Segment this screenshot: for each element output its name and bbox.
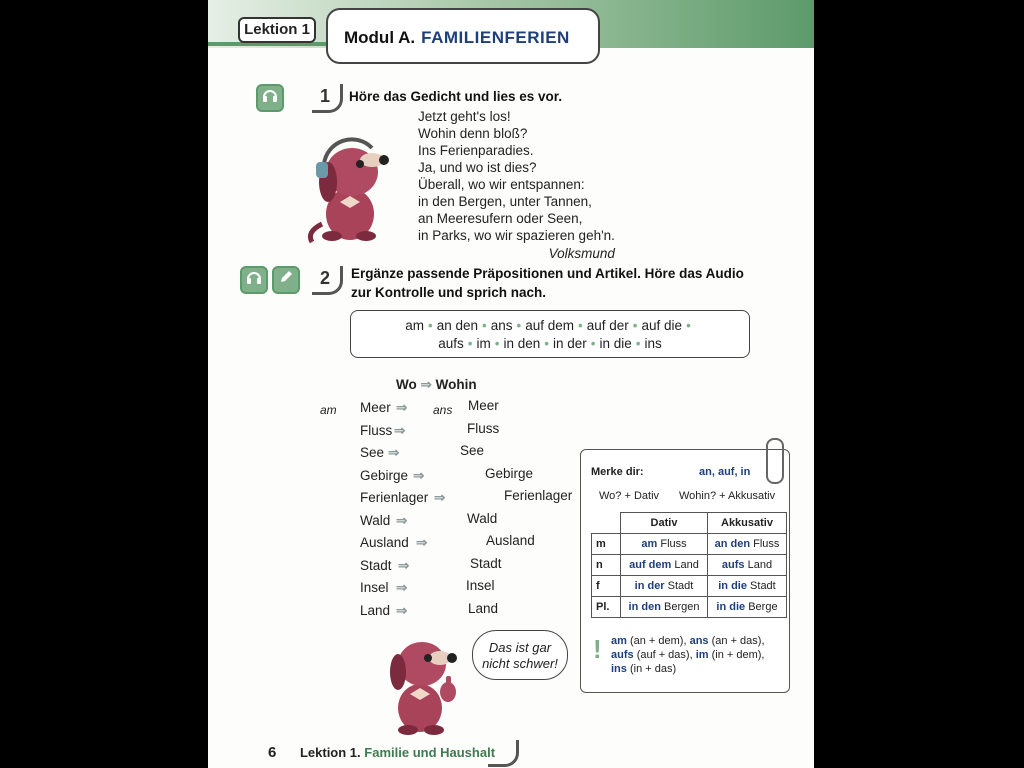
separator-dot: • [635,336,641,351]
word-chip: am [405,318,424,333]
task2-instruction-line2: zur Kontrolle und sprich nach. [351,285,547,300]
task2-instruction-line1: Ergänze passende Präpositionen und Artikel. Höre das Audio [351,266,744,281]
wo-noun: Meer [360,400,391,415]
wo-noun: Stadt [360,557,392,573]
contractions-note: am (an + dem), ans (an + das), aufs (auf + das), im (in + dem), ins (in + das) [611,635,765,675]
word-bank-line2 [351,335,749,353]
separator-dot: • [544,336,549,351]
arrow-icon: ⇒ [413,467,425,483]
dog-thumbs-up-illustration [376,632,466,736]
task1-number: 1 [320,86,331,106]
separator-dot: • [590,336,596,351]
grammar-table [591,512,787,618]
speech-bubble [472,630,568,680]
arrow-icon: ⇒ [396,580,408,595]
headphones-icon[interactable] [256,84,284,112]
table-row [592,534,787,555]
dativ-cell: in den Bergen [621,597,708,618]
modul-theme: FAMILIENFERIEN [421,28,570,47]
poem [418,108,615,262]
poem-line: in den Bergen, unter Tannen, [418,194,592,209]
word-chip: ans [490,318,513,333]
footer-curve [488,740,519,767]
word-bank [350,310,750,358]
dog-with-headphones-illustration [302,132,398,244]
table-row [592,555,787,576]
poem-line: in Parks, wo wir spazieren geh'n. [418,228,615,243]
prep-wo-filled: am [320,403,337,417]
arrow-icon: ⇒ [396,602,408,618]
wohin-noun: Gebirge [485,465,534,481]
akkusativ-cell: aufs Land [708,555,787,576]
word-chip: aufs [438,336,464,351]
prep-wohin-filled: ans [433,403,453,417]
wo-noun: Insel [360,580,389,595]
wohin-noun: See [460,443,485,458]
separator-dot: • [481,318,487,333]
poem-line: Ins Ferienparadies. [418,143,534,158]
table-row [592,576,787,597]
arrow-icon: ⇒ [396,512,408,528]
wo-noun: Gebirge [360,467,409,483]
poem-line: Überall, wo wir entspannen: [418,177,585,192]
wohin-noun: Meer [468,398,499,413]
wohin-noun: Insel [466,578,495,593]
merke-prepositions: an, auf, in [699,466,751,478]
wo-noun: Ausland [360,535,409,550]
word-chip: in der [552,336,587,351]
wo-dativ: Wo? + Dativ [599,490,660,502]
poem-line: an Meeresufern oder Seen, [418,211,583,226]
separator-dot: • [467,336,473,351]
wo-wohin-header [396,377,477,393]
exclamation-icon: ! [593,634,602,664]
pencil-icon[interactable] [272,266,300,294]
page-number: 6 [268,744,277,761]
speech-line2: nicht schwer! [482,656,558,671]
merke-title: Merke dir: [591,466,644,478]
table-row [592,597,787,618]
paperclip-icon [766,438,784,484]
column-header-akkusativ: Akkusativ [708,513,787,534]
dativ-cell: auf dem Land [621,555,708,576]
separator-dot: • [578,318,583,333]
dativ-cell: in der Stadt [621,576,708,597]
poem-author: Volksmund [548,246,615,261]
column-header-dativ: Dativ [621,513,708,534]
word-chip: in den [503,336,541,351]
wo-noun: See [360,445,385,460]
modul-title [344,28,570,48]
wo-noun: Land [360,602,391,618]
gender-label: Pl. [592,597,621,618]
wo-noun: Fluss [360,422,393,438]
lektion-tag: Lektion 1 [238,17,316,43]
gender-label: f [592,576,621,597]
header-wo: Wo [396,377,417,392]
poem-line: Wohin denn bloß? [418,126,528,141]
separator-dot: • [494,336,500,351]
arrow-icon: ⇒ [416,535,428,550]
arrow-icon: ⇒ [398,557,410,573]
arrow-icon: ⇒ [394,422,406,438]
word-chip: an den [436,318,478,333]
headphones-icon[interactable] [240,266,268,294]
speech-line1: Das ist gar [488,640,552,655]
wohin-akkusativ: Wohin? + Akkusativ [679,490,776,502]
footer-title: Familie und Haushalt [364,745,496,760]
table-header-row [592,513,787,534]
wohin-noun: Ferienlager [504,488,573,503]
textbook-page [208,0,814,768]
wohin-noun: Stadt [470,555,502,571]
dativ-cell: am Fluss [621,534,708,555]
wohin-noun: Fluss [467,420,500,436]
separator-dot: • [632,318,638,333]
modul-label: Modul A. [344,28,416,47]
task2-number: 2 [320,268,331,288]
arrow-icon: ⇒ [420,377,432,392]
merke-box [580,449,790,693]
word-chip: ins [644,336,662,351]
akkusativ-cell: in die Stadt [708,576,787,597]
wohin-noun: Wald [467,510,498,526]
akkusativ-cell: in die Berge [708,597,787,618]
gender-label: n [592,555,621,576]
wo-noun: Wald [360,512,391,528]
arrow-icon: ⇒ [434,490,446,505]
task2-instruction [351,264,744,302]
wo-noun: Ferienlager [360,490,429,505]
footer-lektion: Lektion 1. [299,745,361,760]
word-chip: auf die [641,318,683,333]
modul-header [326,8,600,64]
word-chip: auf der [586,318,629,333]
gender-label: m [592,534,621,555]
word-chip: in die [599,336,632,351]
header-wohin: Wohin [435,377,477,392]
page-footer [268,744,495,761]
separator-dot: • [427,318,433,333]
wohin-noun: Land [468,600,499,616]
arrow-icon: ⇒ [388,445,400,460]
arrow-icon: ⇒ [396,400,408,415]
word-bank-line1 [351,317,749,335]
separator-dot: • [686,318,691,333]
poem-line: Ja, und wo ist dies? [418,160,537,175]
akkusativ-cell: an den Fluss [708,534,787,555]
word-chip: im [476,336,491,351]
task1-instruction: Höre das Gedicht und lies es vor. [349,89,563,104]
poem-line: Jetzt geht's los! [418,109,511,124]
separator-dot: • [516,318,522,333]
word-chip: auf dem [525,318,575,333]
wohin-noun: Ausland [486,533,535,548]
